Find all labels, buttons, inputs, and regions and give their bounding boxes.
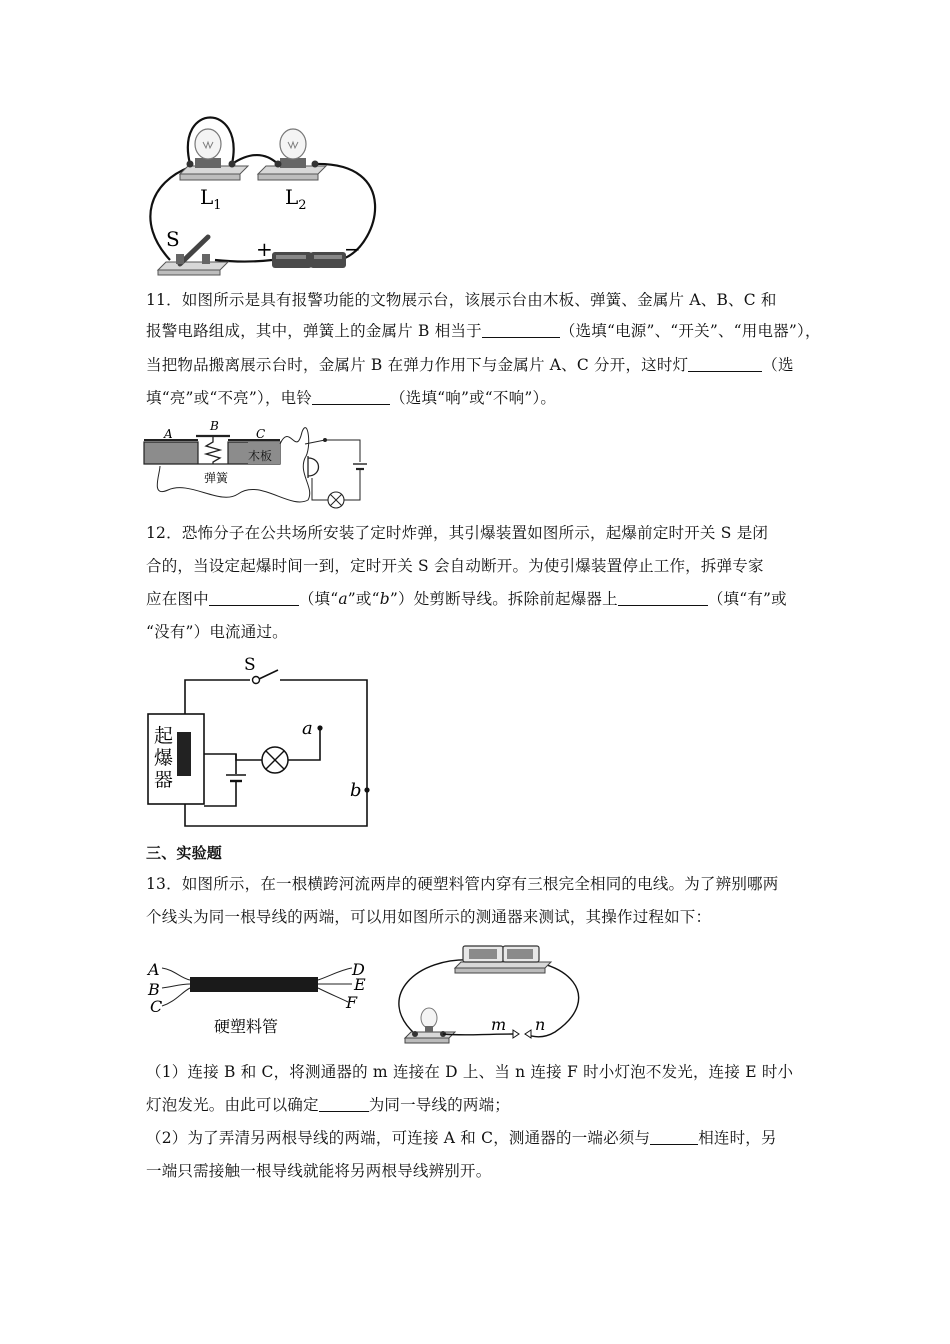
q12-blank-1[interactable]	[209, 590, 299, 606]
point-b-label: b	[350, 780, 362, 801]
lead-n-label: n	[535, 1015, 546, 1034]
q11-blank-2[interactable]	[688, 356, 762, 372]
lead-m-label: m	[491, 1015, 507, 1034]
q13-part2-line-2: 一端只需接触一根导线就能将另两根导线辨别开。	[146, 1162, 492, 1180]
q11-line-4: 填“亮”或“不亮”），电铃 （选填“响”或“不响”）。	[146, 389, 557, 407]
q13-blank-2[interactable]	[650, 1129, 698, 1145]
pipe-figure	[140, 950, 380, 1042]
q11-line-3: 当把物品搬离展示台时，金属片 B 在弹力作用下与金属片 A、C 分开，这时灯 （选	[146, 356, 794, 374]
label-board: 木板	[248, 449, 273, 463]
q13-part2-line-1: （2）为了弄清另两根导线的两端，可连接 A 和 C，测通器的一端必须与 相连时，另	[146, 1129, 777, 1147]
battery-minus-label: −	[344, 237, 361, 261]
wire-e-label: E	[354, 975, 366, 994]
detonator-char-1: 起	[154, 725, 174, 747]
q12-line-2: 合的，当设定起爆时间一到，定时开关 S 会自动断开。为使引爆装置停止工作，拆弹专家	[146, 557, 764, 575]
q13-part1-line-2: 灯泡发光。由此可以确定 为同一导线的两端；	[146, 1096, 511, 1114]
wire-d-label: D	[352, 960, 365, 979]
q11-blank-3[interactable]	[312, 389, 390, 405]
q12-line-1: 12．恐怖分子在公共场所安装了定时炸弹，其引爆装置如图所示，起爆前定时开关 S 是闭	[146, 524, 769, 542]
detonator-char-3: 器	[154, 769, 174, 791]
q12-blank-2[interactable]	[618, 590, 708, 606]
label-b: B	[210, 419, 219, 433]
tester-figure	[385, 938, 595, 1050]
detonator-circuit-figure	[140, 654, 380, 830]
bulb-l1-label: $L_1$	[200, 185, 222, 213]
point-a-label: a	[302, 718, 313, 739]
q12-line-4: “没有”）电流通过。	[146, 623, 288, 641]
switch-s-label: S	[166, 227, 180, 251]
wire-b-label: B	[148, 980, 160, 999]
q13-blank-1[interactable]	[319, 1096, 369, 1112]
pipe-label: 硬塑料管	[214, 1017, 279, 1036]
section-title-experiment: 三、实验题	[146, 844, 223, 862]
bulb-l2-label: $L_2$	[285, 185, 307, 213]
q13-line-1: 13．如图所示，在一根横跨河流两岸的硬塑料管内穿有三根完全相同的电线。为了辨别哪两	[146, 875, 779, 893]
q13-line-2: 个线头为同一根导线的两端，可以用如图所示的测通器来测试，其操作过程如下：	[146, 908, 712, 926]
circuit-figure-bulbs	[140, 112, 390, 280]
q13-part1-line-1: （1）连接 B 和 C，将测通器的 m 连接在 D 上、当 n 连接 F 时小灯泡不发光，连接 E 时小	[146, 1063, 794, 1081]
q11-line-1: 11．如图所示是具有报警功能的文物展示台，该展示台由木板、弹簧、金属片 A、B、C 和	[146, 291, 777, 309]
q12-line-3: 应在图中 （填“a”或“b”）处剪断导线。拆除前起爆器上 （填“有”或	[146, 590, 787, 608]
label-spring: 弹簧	[204, 471, 229, 485]
wire-c-label: C	[150, 997, 163, 1016]
wire-f-label: F	[346, 993, 358, 1012]
wire-a-label: A	[148, 960, 160, 979]
q11-line-2: 报警电路组成，其中，弹簧上的金属片 B 相当于 （选填“电源”、“开关”、“用电器”），	[146, 322, 821, 340]
label-c: C	[256, 427, 266, 441]
q11-blank-1[interactable]	[482, 322, 560, 338]
label-a: A	[164, 427, 173, 441]
display-stand-figure	[140, 418, 380, 518]
detonator-char-2: 爆	[154, 747, 174, 769]
battery-plus-label: +	[256, 237, 273, 261]
switch-s-label: S	[244, 655, 256, 675]
